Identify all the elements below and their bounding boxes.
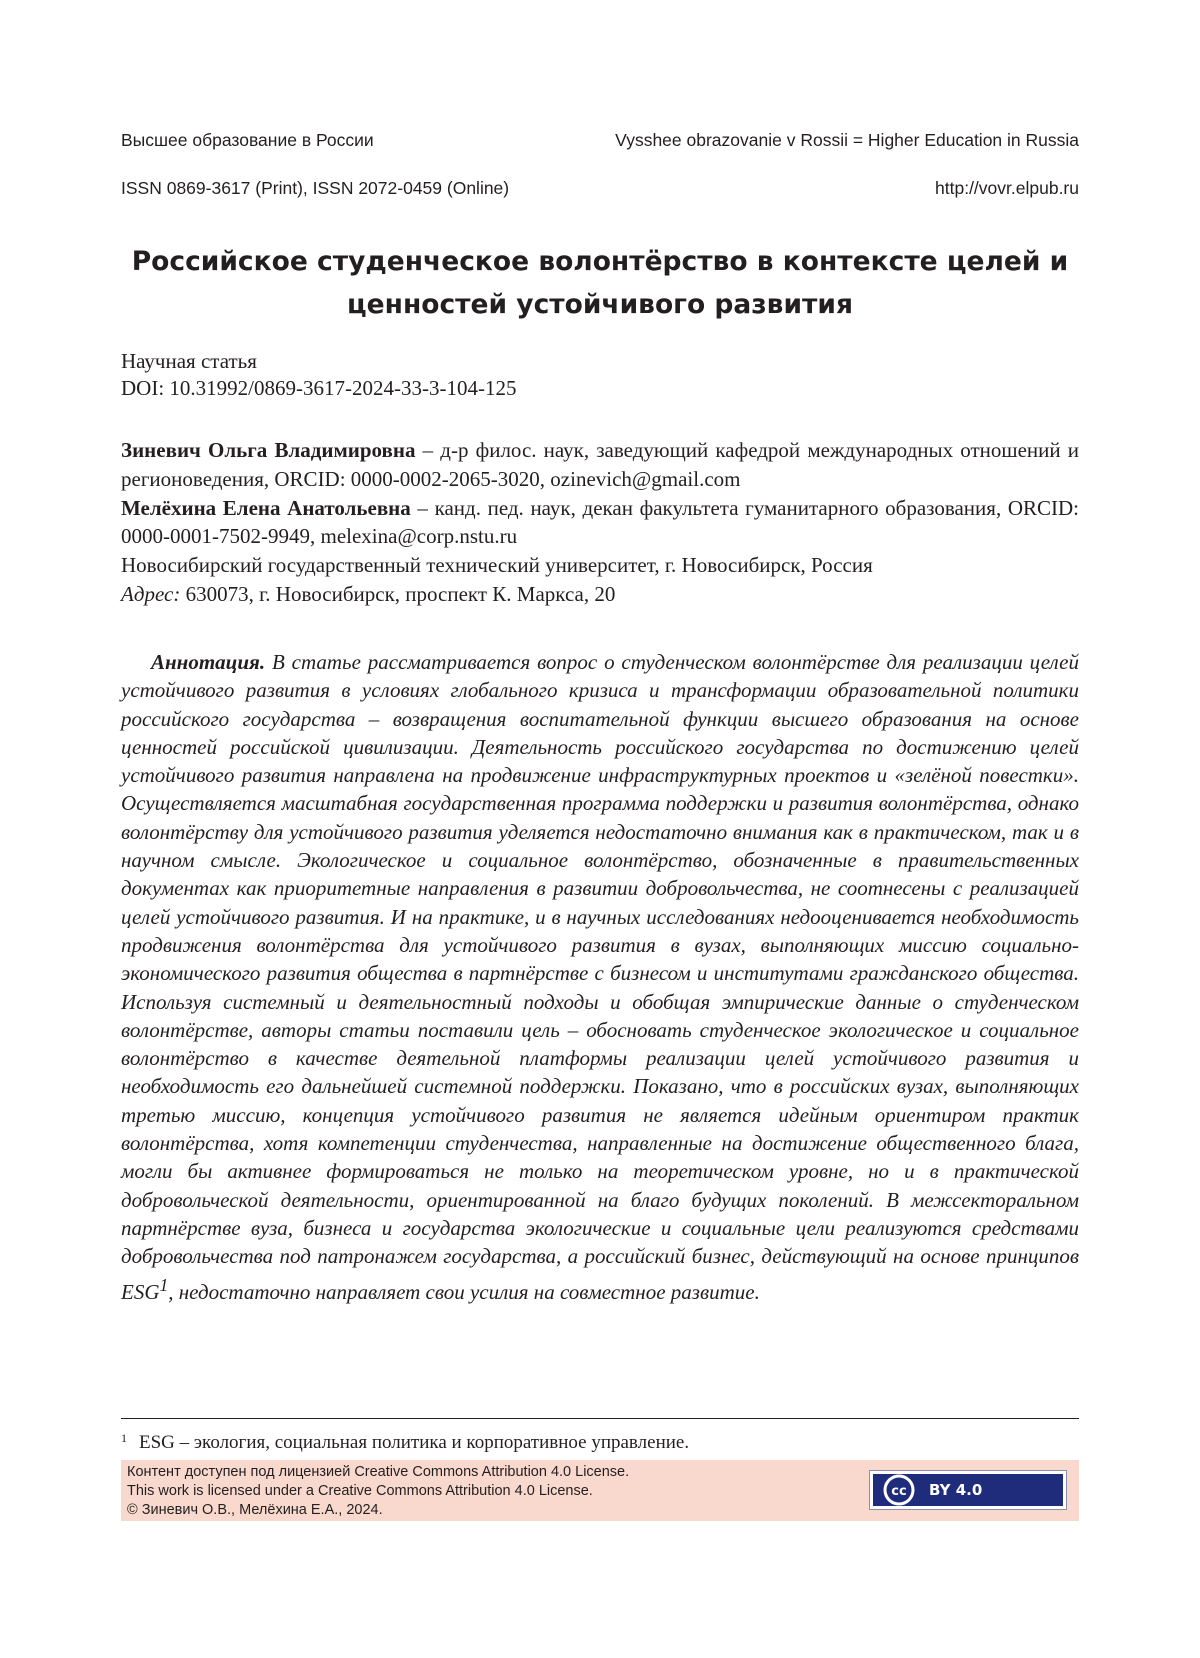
footnote-mark: 1 bbox=[121, 1431, 127, 1445]
cc-icon bbox=[879, 1470, 919, 1510]
running-header bbox=[121, 130, 1079, 151]
journal-url[interactable]: http://vovr.elpub.ru bbox=[935, 178, 1079, 198]
affiliation: Новосибирский государственный технический университет, г. Новосибирск, Россия bbox=[121, 553, 873, 578]
article-meta bbox=[121, 348, 516, 402]
footnote bbox=[121, 1425, 689, 1456]
copyright-line: © Зиневич О.В., Мелёхина Е.А., 2024. bbox=[127, 1502, 383, 1518]
badge-label: BY 4.0 bbox=[929, 1480, 983, 1499]
authors-block bbox=[121, 436, 1079, 609]
journal-title-en: Vysshee obrazovanie v Rossii = Higher Education in Russia bbox=[615, 130, 1079, 150]
article-type: Научная статья bbox=[121, 349, 257, 373]
title-line-1: Российское студенческое волонтёрство в контексте целей и bbox=[131, 246, 1069, 277]
article-doi[interactable]: DOI: 10.31992/0869-3617-2024-33-3-104-125 bbox=[121, 376, 517, 400]
license-line-en: This work is licensed under a Creative Commons Attribution 4.0 License. bbox=[127, 1483, 593, 1499]
license-box bbox=[121, 1460, 1079, 1521]
footnote-text: ESG – экология, социальная политика и корпоративное управление. bbox=[139, 1432, 690, 1453]
license-text bbox=[127, 1463, 629, 1520]
journal-title-ru: Высшее образование в России bbox=[121, 130, 374, 150]
svg-text:cc: cc bbox=[891, 1484, 907, 1499]
address bbox=[121, 580, 1079, 609]
license-line-ru: Контент доступен под лицензией Creative Commons Attribution 4.0 License. bbox=[127, 1464, 630, 1480]
footnote-divider bbox=[121, 1418, 1079, 1419]
cc-by-badge[interactable] bbox=[869, 1470, 1067, 1510]
title-line-2: ценностей устойчивого развития bbox=[347, 289, 853, 320]
cc-badge-inner bbox=[873, 1474, 1063, 1506]
issn-header bbox=[121, 178, 1079, 199]
issn: ISSN 0869-3617 (Print), ISSN 2072-0459 (Online) bbox=[121, 178, 510, 198]
abstract-label: Аннотация. bbox=[151, 650, 266, 674]
article-title bbox=[110, 240, 1090, 326]
author-2-info: – канд. пед. наук, декан факультета гуманитарного образования, ORCID: 0000-0001-7502-9949, melexina@corp.nstu.ru bbox=[121, 495, 1080, 549]
abstract-tail: , недостаточно направляет свои усилия на совместное развитие. bbox=[168, 1279, 760, 1304]
abstract bbox=[121, 648, 1079, 1306]
author-1-name: Зиневич Ольга Владимировна bbox=[121, 438, 416, 462]
author-2-name: Мелёхина Елена Анатольевна bbox=[121, 495, 411, 520]
author-1-info: – д-р филос. наук, заведующий кафедрой международных отношений и регионоведения, ORCID: 0000-0002-2065-3020, ozinevich@gmail.com bbox=[121, 438, 1079, 491]
footnote-ref[interactable]: 1 bbox=[159, 1274, 169, 1295]
address-value: 630073, г. Новосибирск, проспект К. Маркса, 20 bbox=[180, 581, 616, 606]
author-1 bbox=[121, 436, 1079, 494]
author-2 bbox=[121, 494, 1079, 552]
abstract-text: В статье рассматривается вопрос о студенческом волонтёрстве для реализации целей устойчивого развития в условиях глобального кризиса и трансформации образовательной политики российского государства – возвращения воспитательной функции высшего образования на основе ценностей российской цивилизации. Деятельность российского государства по достижению целей устойчивого развития направлена на продвижение инфраструктурных проектов и «зелёной повестки». Осуществляется масштабная государственная программа поддержки и развития волонтёрства, однако волонтёрству для устойчивого развития уделяется недостаточно внимания как в практическом, так и в научном смысле. Экологическое и социальное волонтёрство, обозначенные в правительственных документах как приоритетные направления в развитии добровольчества, не соотнесены с реализацией целей устойчивого развития. И на практике, и в научных исследованиях недооценивается необходимость продвижения волонтёрства для устойчивого развития в вузах, выполняющих миссию социально-экономического развития общества в партнёрстве с бизнесом и институтами гражданского общества. Используя системный и деятельностный подходы и обобщая эмпирические данные о студенческом волонтёрстве, авторы статьи поставили цель – обосновать студенческое экологическое и социальное волонтёрство в качестве деятельной платформы реализации целей устойчивого развития и необходимость его дальнейшей системной поддержки. Показано, что в российских вузах, выполняющих третью миссию, концепция устойчивого развития не является идейным ориентиром практик волонтёрства, хотя компетенции студенчества, направленные на достижение общественного блага, могли бы активнее формироваться не только на теоретическом уровне, но и в практической добровольческой деятельности, ориентированной на благо будущих поколений. В межсекторальном партнёрстве вуза, бизнеса и государства экологические и социальные цели реализуются средствами добровольчества под патронажем государства, а российский бизнес, действующий на основе принципов ESG bbox=[121, 650, 1079, 1304]
address-label: Адрес: bbox=[121, 581, 181, 606]
